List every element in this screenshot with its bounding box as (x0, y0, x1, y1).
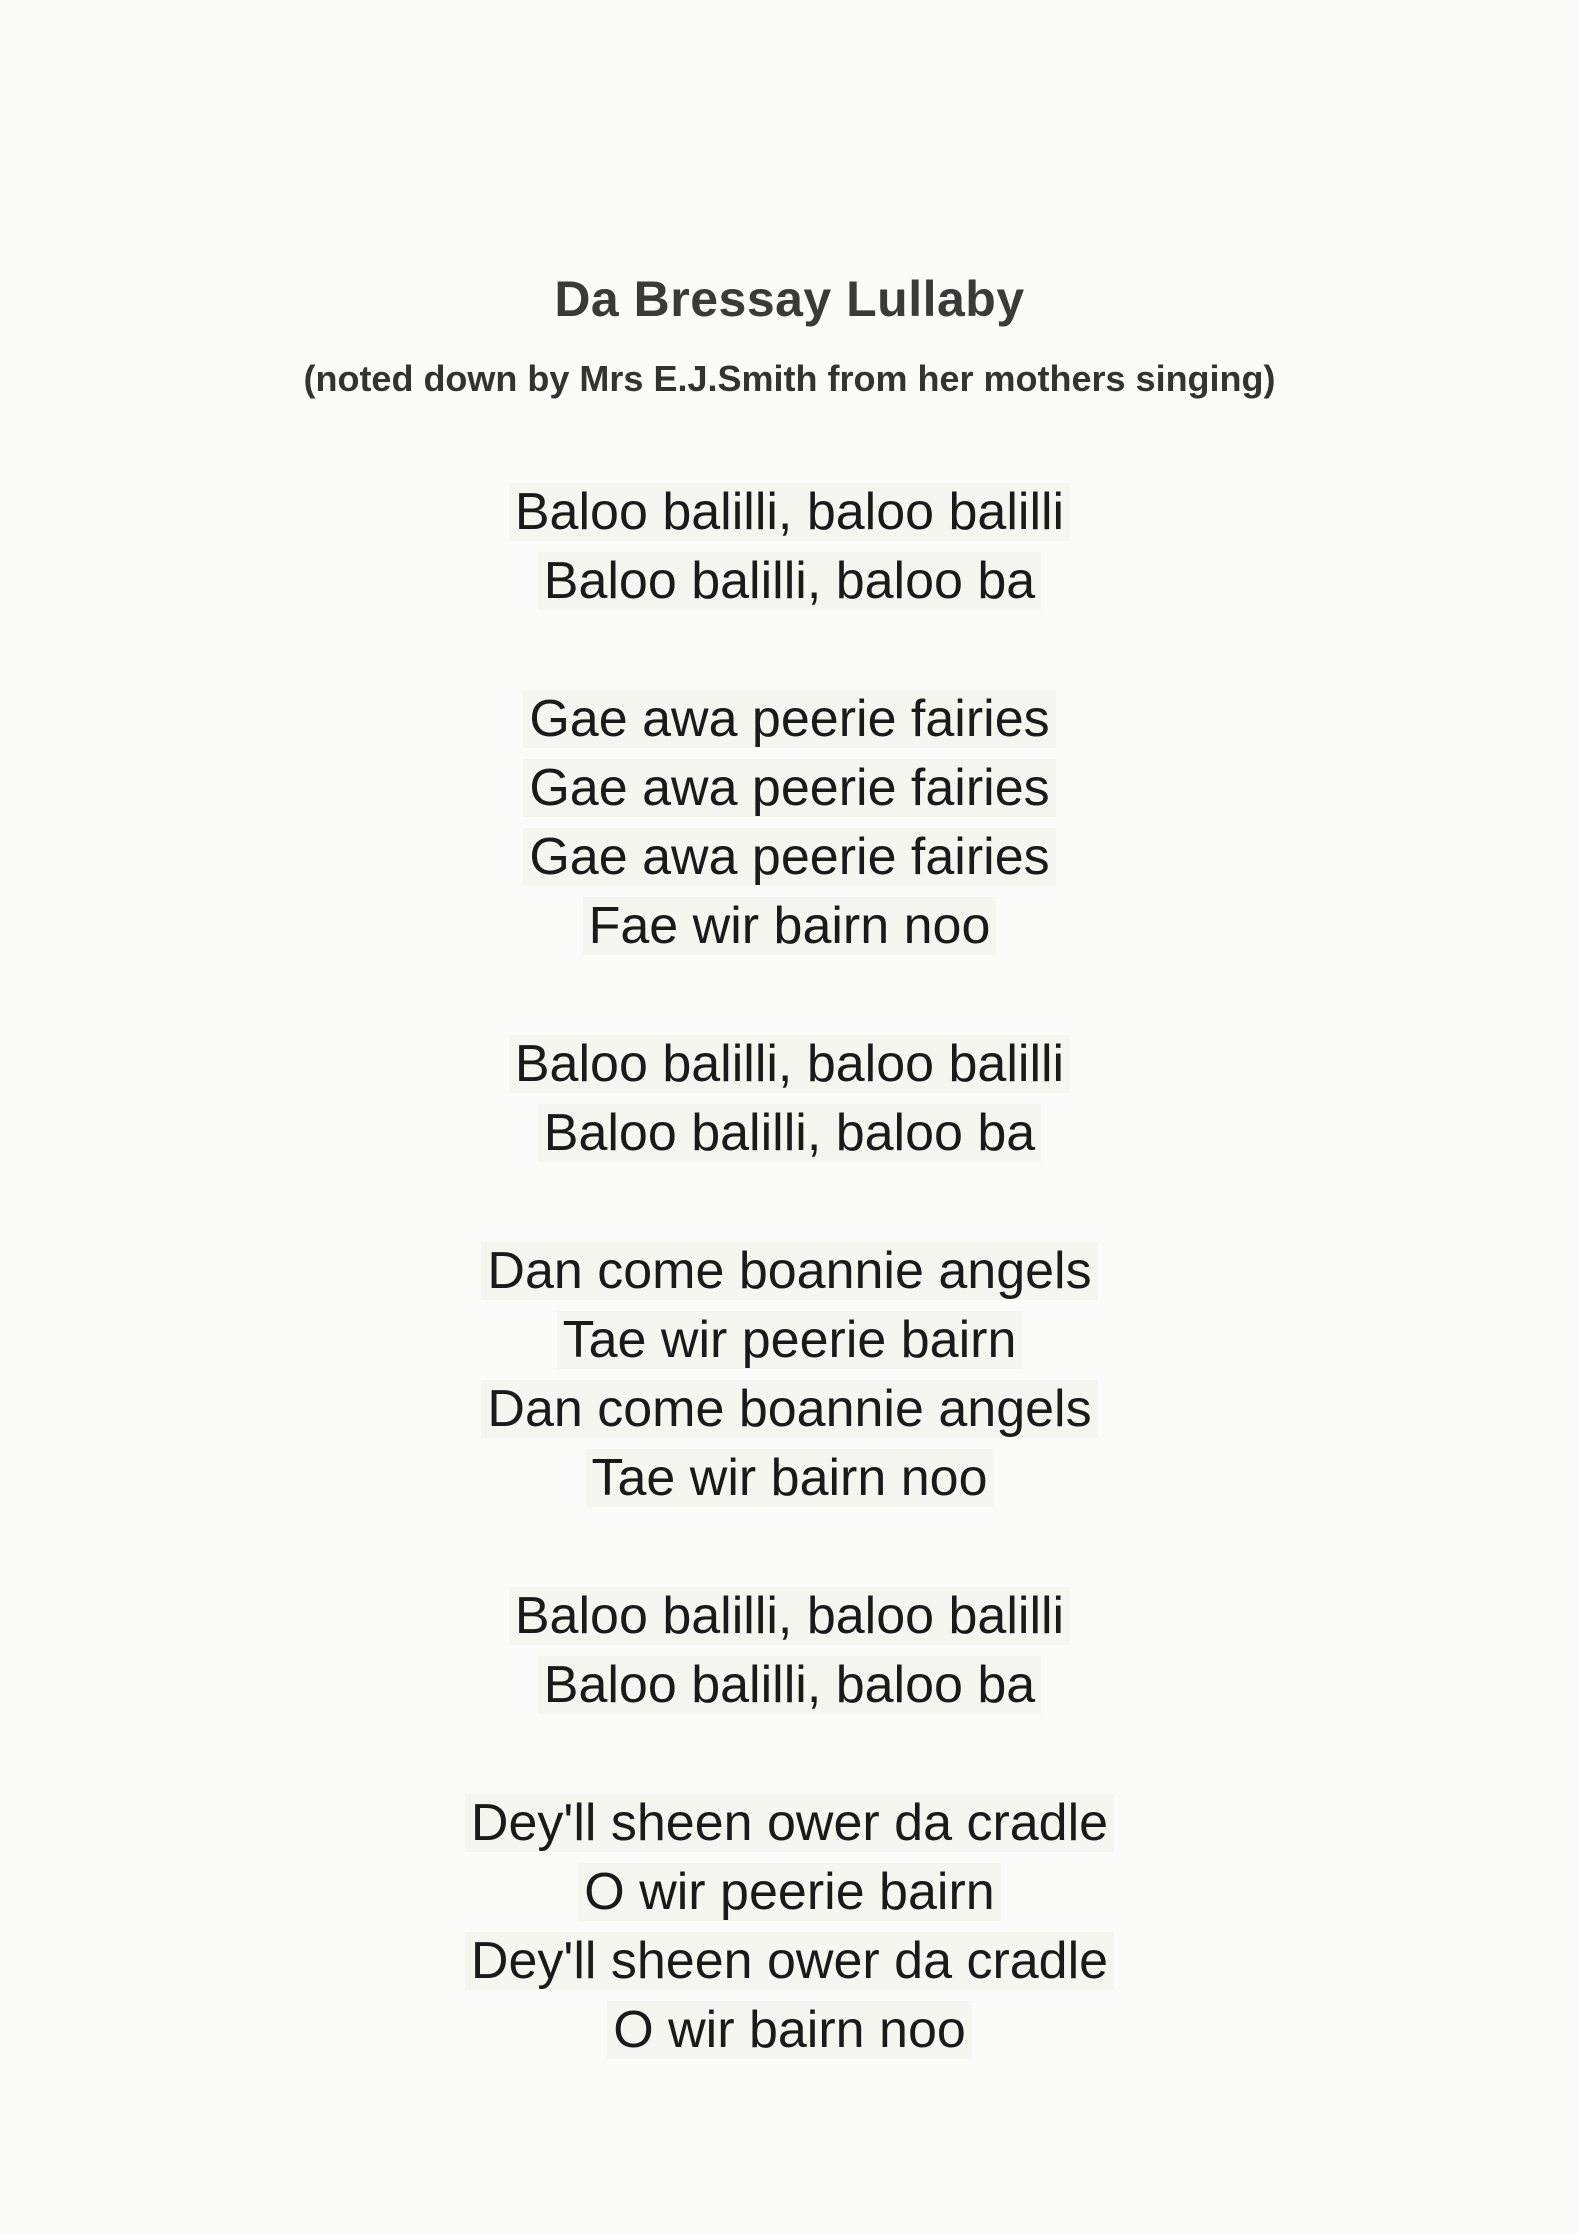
lyric-line: Dey'll sheen ower da cradle (0, 1927, 1579, 1996)
verse-3 (0, 1030, 1579, 1168)
lyric-line: Dan come boannie angels (0, 1375, 1579, 1444)
verse-6 (0, 1789, 1579, 2065)
lyric-line: Tae wir bairn noo (0, 1444, 1579, 1513)
verse-5 (0, 1582, 1579, 1720)
lyric-line: O wir bairn noo (0, 1996, 1579, 2065)
verse-4 (0, 1237, 1579, 1513)
verse-2 (0, 685, 1579, 961)
lyric-line: Baloo balilli, baloo balilli (0, 1030, 1579, 1099)
lyric-line: Tae wir peerie bairn (0, 1306, 1579, 1375)
lyric-line: Dan come boannie angels (0, 1237, 1579, 1306)
lyric-line: Gae awa peerie fairies (0, 685, 1579, 754)
lyric-line: Baloo balilli, baloo ba (0, 1099, 1579, 1168)
lyric-line: Fae wir bairn noo (0, 892, 1579, 961)
lyric-line: Gae awa peerie fairies (0, 754, 1579, 823)
lyric-line: Baloo balilli, baloo balilli (0, 478, 1579, 547)
lyric-line: Baloo balilli, baloo balilli (0, 1582, 1579, 1651)
lyric-line: Baloo balilli, baloo ba (0, 547, 1579, 616)
page-subtitle: (noted down by Mrs E.J.Smith from her mothers singing) (303, 358, 1276, 399)
page-title: Da Bressay Lullaby (554, 271, 1025, 327)
lyric-line: Gae awa peerie fairies (0, 823, 1579, 892)
lyrics-body (0, 478, 1579, 2134)
lyric-line: O wir peerie bairn (0, 1858, 1579, 1927)
lyric-line: Baloo balilli, baloo ba (0, 1651, 1579, 1720)
verse-1 (0, 478, 1579, 616)
lyric-line: Dey'll sheen ower da cradle (0, 1789, 1579, 1858)
